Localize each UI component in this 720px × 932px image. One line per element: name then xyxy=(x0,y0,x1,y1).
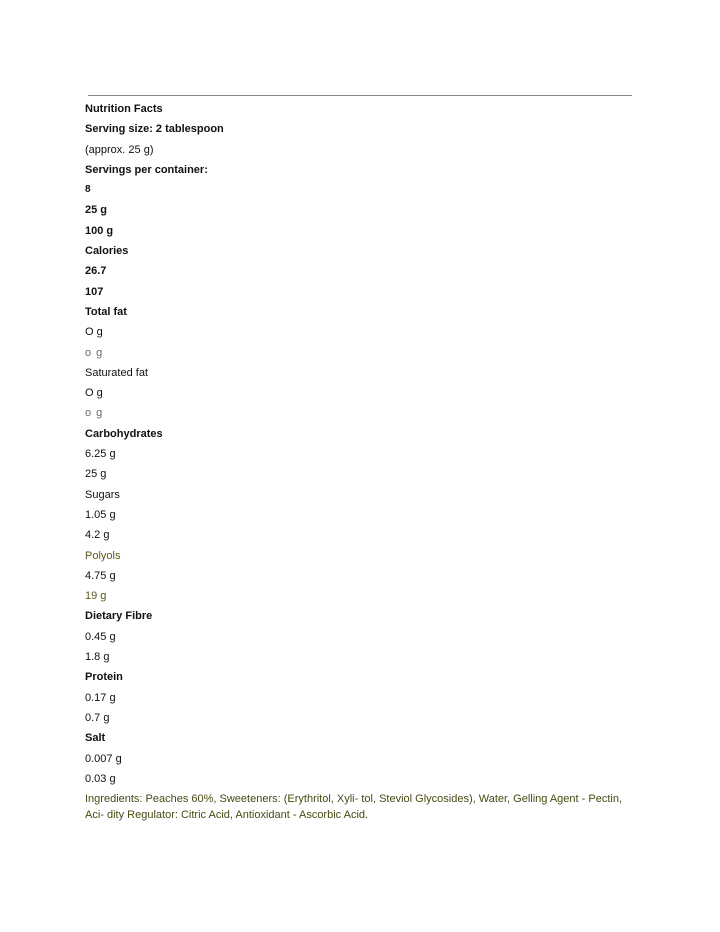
nutrition-document xyxy=(85,99,635,823)
nutrition-line: Dietary Fibre xyxy=(85,610,153,623)
nutrition-line: 25 g xyxy=(85,468,107,481)
nutrition-line: 0.17 g xyxy=(85,691,116,704)
nutrition-line: 6.25 g xyxy=(85,448,116,461)
nutrition-line: Carbohydrates xyxy=(85,427,163,440)
nutrition-line: O g xyxy=(85,387,103,400)
nutrition-line: Calories xyxy=(85,245,129,258)
nutrition-line: 107 xyxy=(85,285,104,298)
nutrition-line: (approx. 25 g) xyxy=(85,143,154,156)
nutrition-line: 100 g xyxy=(85,224,114,237)
nutrition-line: 1.05 g xyxy=(85,508,116,521)
nutrition-line: Servings per container: xyxy=(85,163,208,176)
nutrition-line: 19 g xyxy=(85,590,107,603)
nutrition-line: 1.8 g xyxy=(85,651,110,664)
nutrition-line: Salt xyxy=(85,732,106,745)
nutrition-line: Protein xyxy=(85,671,123,684)
nutrition-lines xyxy=(85,99,635,789)
nutrition-line: 0.03 g xyxy=(85,772,116,785)
nutrition-line: Serving size: 2 tablespoon xyxy=(85,123,224,136)
nutrition-line: o g xyxy=(85,346,104,359)
nutrition-line: Polyols xyxy=(85,549,121,562)
top-divider xyxy=(88,95,632,96)
nutrition-line: 26.7 xyxy=(85,265,107,278)
nutrition-line: Sugars xyxy=(85,488,120,501)
ingredients-text: Ingredients: Peaches 60%, Sweeteners: (Erythritol, Xyli- tol, Steviol Glycosides), Water, Gelling Agent - Pectin, Aci- dity Regulator: Citric Acid, Antioxidant - Ascorbic Acid. xyxy=(85,793,622,822)
nutrition-line: Total fat xyxy=(85,305,127,318)
nutrition-line: 4.75 g xyxy=(85,569,116,582)
nutrition-line: 8 xyxy=(85,184,91,196)
nutrition-line: 4.2 g xyxy=(85,529,110,542)
nutrition-line: 0.007 g xyxy=(85,752,122,765)
nutrition-line: O g xyxy=(85,326,103,339)
nutrition-line: 0.7 g xyxy=(85,711,110,724)
nutrition-line: Nutrition Facts xyxy=(85,103,163,115)
nutrition-line: o g xyxy=(85,407,104,420)
nutrition-line: Saturated fat xyxy=(85,366,148,379)
nutrition-line: 25 g xyxy=(85,204,108,217)
nutrition-line: 0.45 g xyxy=(85,630,116,643)
